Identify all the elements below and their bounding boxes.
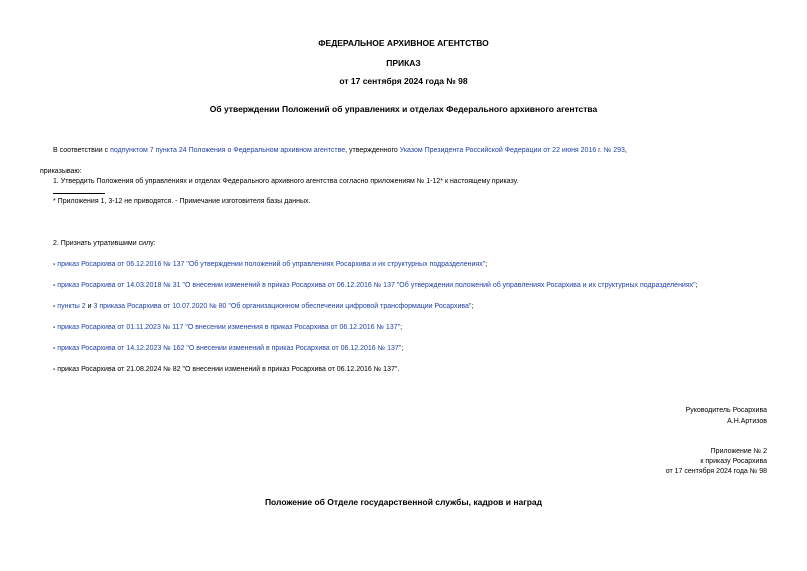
signatory-name: А.Н.Артизов [727, 418, 767, 425]
bullet: - [53, 345, 56, 352]
preamble [53, 147, 627, 154]
list-item [53, 282, 698, 289]
agency-name: ФЕДЕРАЛЬНОЕ АРХИВНОЕ АГЕНТСТВО [318, 38, 489, 48]
order-word: приказываю: [40, 168, 82, 175]
link-presidential-decree[interactable]: Указом Президента Российской Федерации от 22 июня 2016 г. № 293 [399, 147, 625, 154]
preamble-text: , [624, 147, 627, 154]
link-repealed-order[interactable]: 3 приказа Росархива от 10.07.2020 № 80 "Об организационном обеспечении цифровой трансформации Росархива" [93, 303, 472, 310]
list-item-tail: ; [400, 324, 403, 331]
list-item-tail: ; [401, 345, 404, 352]
document-title: Об утверждении Положений об управлениях и отделах Федерального архивного агентства [209, 104, 598, 114]
appendix-number: Приложение № 2 [710, 448, 767, 455]
item-2-heading: 2. Признать утратившими силу: [53, 240, 156, 247]
bullet: - [53, 282, 56, 289]
document-type: ПРИКАЗ [386, 58, 421, 68]
list-item [53, 303, 473, 310]
bullet: - [53, 324, 56, 331]
signatory-position: Руководитель Росархива [685, 407, 767, 414]
appendix-title: Положение об Отделе государственной службы, кадров и наград [264, 497, 543, 507]
link-repealed-points[interactable]: пункты 2 [57, 303, 86, 310]
list-item-tail: ; [695, 282, 698, 289]
list-item-tail: ; [485, 261, 488, 268]
list-item [53, 324, 402, 331]
link-repealed-order[interactable]: приказ Росархива от 14.03.2018 № 31 "О внесении изменений в приказ Росархива от 06.12.2016 № 137 "Об утверждении положений об управлениях Росархива и их структурных подразделениях" [57, 282, 696, 289]
list-item [53, 366, 399, 373]
list-item-tail: ; [471, 303, 474, 310]
link-repealed-order[interactable]: приказ Росархива от 14.12.2023 № 162 "О внесении изменений в приказ Росархива от 06.12.2016 № 137" [57, 345, 402, 352]
footnote: * Приложения 1, 3-12 не приводятся. - Примечание изготовителя базы данных. [53, 198, 311, 205]
list-item [53, 261, 487, 268]
appendix-date: от 17 сентября 2024 года № 98 [665, 468, 767, 475]
document-date: от 17 сентября 2024 года № 98 [339, 76, 468, 86]
footnote-separator [53, 193, 105, 194]
list-item-text: приказ Росархива от 21.08.2024 № 82 "О внесении изменений в приказ Росархива от 06.12.2016 № 137". [57, 366, 400, 373]
bullet: - [53, 366, 56, 373]
preamble-text: В соответствии с [53, 147, 111, 154]
list-item [53, 345, 403, 352]
list-item-text: и [85, 303, 94, 310]
bullet: - [53, 261, 56, 268]
item-1: 1. Утвердить Положения об управлениях и отделах Федерального архивного агентства согласно приложениям № 1-12* к настоящему приказу. [53, 178, 519, 185]
preamble-text: , утвержденного [345, 147, 400, 154]
link-repealed-order[interactable]: приказ Росархива от 01.11.2023 № 117 "О внесении изменения в приказ Росархива от 06.12.2016 № 137" [57, 324, 401, 331]
link-regulation[interactable]: подпунктом 7 пункта 24 Положения о Федеральном архивном агентстве [110, 147, 346, 154]
link-repealed-order[interactable]: приказ Росархива от 06.12.2016 № 137 "Об утверждении положений об управлениях Росархива и их структурных подразделениях" [57, 261, 486, 268]
appendix-order-ref: к приказу Росархива [700, 458, 767, 465]
bullet: - [53, 303, 56, 310]
